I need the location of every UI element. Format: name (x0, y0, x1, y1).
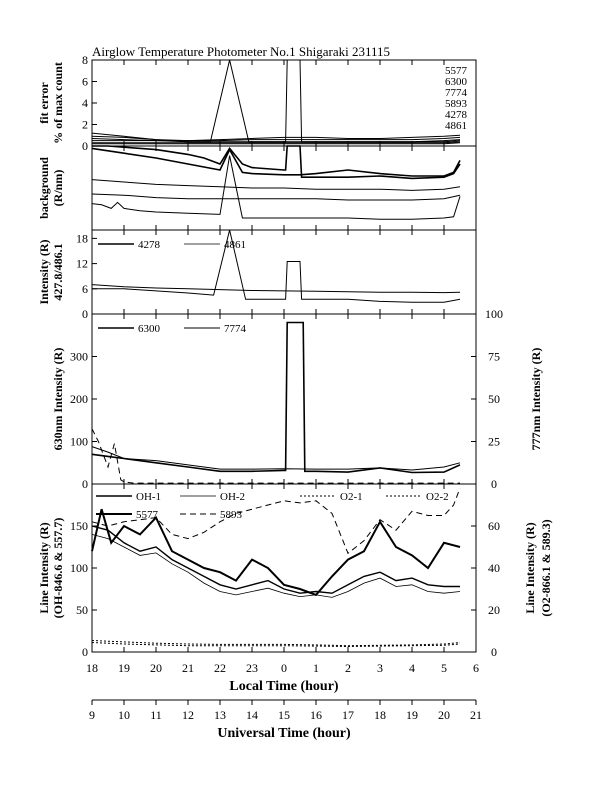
y-tick-label: 6 (82, 74, 88, 89)
y-axis-label: 630nm Intensity (R) (51, 347, 65, 451)
x-tick-label-local: 6 (473, 661, 479, 675)
x-tick-label-local: 23 (246, 661, 258, 675)
legend-label: 4861 (445, 120, 467, 132)
legend-label: 5577 (445, 65, 467, 77)
legend-label: 4278 (138, 239, 160, 251)
series-line-4861 (92, 285, 460, 293)
x-tick-label-ut: 16 (310, 708, 322, 722)
y-tick-label: 300 (70, 349, 88, 364)
x-tick-label-ut: 20 (438, 708, 450, 722)
legend-label: OH-1 (136, 491, 162, 503)
x-tick-label-ut: 21 (470, 708, 482, 722)
legend-label: 6300 (138, 323, 160, 335)
series-line-5893 (92, 60, 460, 142)
y-tick-label: 0 (82, 307, 88, 321)
series-line-6300 (92, 323, 460, 473)
x-tick-label-ut: 17 (342, 708, 354, 722)
x-tick-label-ut: 9 (89, 708, 95, 722)
x-tick-label-local: 21 (182, 661, 194, 675)
series-line-7774 (92, 60, 460, 142)
series-line-oh-1 (92, 526, 460, 593)
series-line-7774 (92, 447, 460, 470)
y2-tick-label: 40 (488, 561, 500, 575)
x-tick-label-ut: 14 (246, 708, 258, 722)
series-line-oh-2 (92, 534, 460, 597)
y2-axis-label-2: (O2-866.1 & 589.3) (539, 519, 553, 617)
x-tick-label-ut: 11 (150, 708, 162, 722)
y2-axis-label: 777nm Intensity (R) (529, 347, 543, 451)
legend-label: O2-2 (426, 491, 449, 503)
x-tick-label-local: 0 (281, 661, 287, 675)
y-axis-label-2: 427.8/486.1 (51, 243, 65, 301)
series-line-p1-0 (92, 146, 460, 178)
y-tick-label: 0 (82, 139, 88, 153)
x-tick-label-ut: 18 (374, 708, 386, 722)
y-tick-label: 100 (70, 561, 88, 575)
legend-label: 7774 (445, 87, 467, 99)
y-tick-label: 100 (70, 434, 88, 449)
y-tick-label: 0 (82, 645, 88, 659)
y2-tick-label: 25 (488, 434, 500, 449)
x-tick-label-local: 5 (441, 661, 447, 675)
legend-label: O2-1 (340, 491, 363, 503)
x-tick-label-ut: 10 (118, 708, 130, 722)
x-tick-label-local: 18 (86, 661, 98, 675)
y-tick-label: 150 (70, 519, 88, 533)
panel-frame (92, 314, 476, 484)
x-axis-label-ut: Universal Time (hour) (217, 726, 351, 741)
x-tick-label-local: 1 (313, 661, 319, 675)
series-line-p1-3 (92, 194, 460, 200)
x-tick-label-local: 4 (409, 661, 415, 675)
x-tick-label-local: 19 (118, 661, 130, 675)
legend-label: 5577 (136, 509, 158, 521)
y-axis-label-2: (OH-846.6 & 557.7) (51, 517, 65, 619)
series-line-p1-4 (92, 156, 460, 220)
y2-tick-label: 60 (488, 519, 500, 533)
series-line-5577 (92, 509, 460, 595)
y-axis-label: Intensity (R) (37, 239, 51, 305)
y-tick-label: 2 (82, 117, 88, 132)
x-tick-label-local: 20 (150, 661, 162, 675)
legend-label: OH-2 (220, 491, 246, 503)
y-axis-label: background (37, 157, 51, 219)
panel-frame (92, 60, 476, 146)
y-tick-label: 18 (76, 231, 88, 246)
x-tick-label-local: 22 (214, 661, 226, 675)
x-tick-label-ut: 15 (278, 708, 290, 722)
y2-tick-label: 75 (488, 349, 500, 364)
x-tick-label-local: 2 (345, 661, 351, 675)
y2-tick-label: 0 (491, 645, 497, 659)
y2-tick-label: 50 (488, 392, 500, 406)
x-tick-label-ut: 19 (406, 708, 418, 722)
legend-label: 4861 (224, 239, 246, 251)
y-tick-label: 50 (76, 603, 88, 617)
y2-tick-label: 100 (485, 307, 503, 321)
y-tick-label: 12 (76, 256, 88, 271)
series-line-p1-1 (92, 148, 460, 176)
series-line-o2-1 (92, 641, 460, 646)
legend-label: 5893 (220, 509, 242, 521)
x-tick-label-local: 3 (377, 661, 383, 675)
legend-label: 5893 (445, 98, 467, 110)
y-tick-label: 6 (82, 281, 88, 296)
y-tick-label: 0 (82, 477, 88, 491)
legend-label: 4278 (445, 109, 467, 121)
x-tick-label-ut: 13 (214, 708, 226, 722)
y-tick-label: 200 (70, 392, 88, 406)
y-axis-label: Line Intensity (R) (37, 522, 51, 614)
y-axis-label-2: % of max count (51, 62, 65, 144)
y-axis-label-2: (R/nm) (51, 169, 65, 207)
y2-tick-label: 0 (491, 477, 497, 491)
y2-axis-label: Line Intensity (R) (523, 522, 537, 614)
y-tick-label: 4 (82, 96, 88, 110)
x-tick-label-ut: 12 (182, 708, 194, 722)
y-axis-label: fit error (37, 82, 51, 124)
y-tick-label: 8 (82, 53, 88, 67)
x-axis-label-local: Local Time (hour) (229, 679, 339, 694)
legend-label: 6300 (445, 76, 467, 88)
y2-tick-label: 20 (488, 603, 500, 617)
legend-label: 7774 (224, 323, 246, 335)
series-line-dashed (92, 429, 460, 483)
chart-title: Airglow Temperature Photometer No.1 Shigaraki 231115 (92, 44, 391, 59)
series-line-p1-2 (92, 180, 460, 191)
